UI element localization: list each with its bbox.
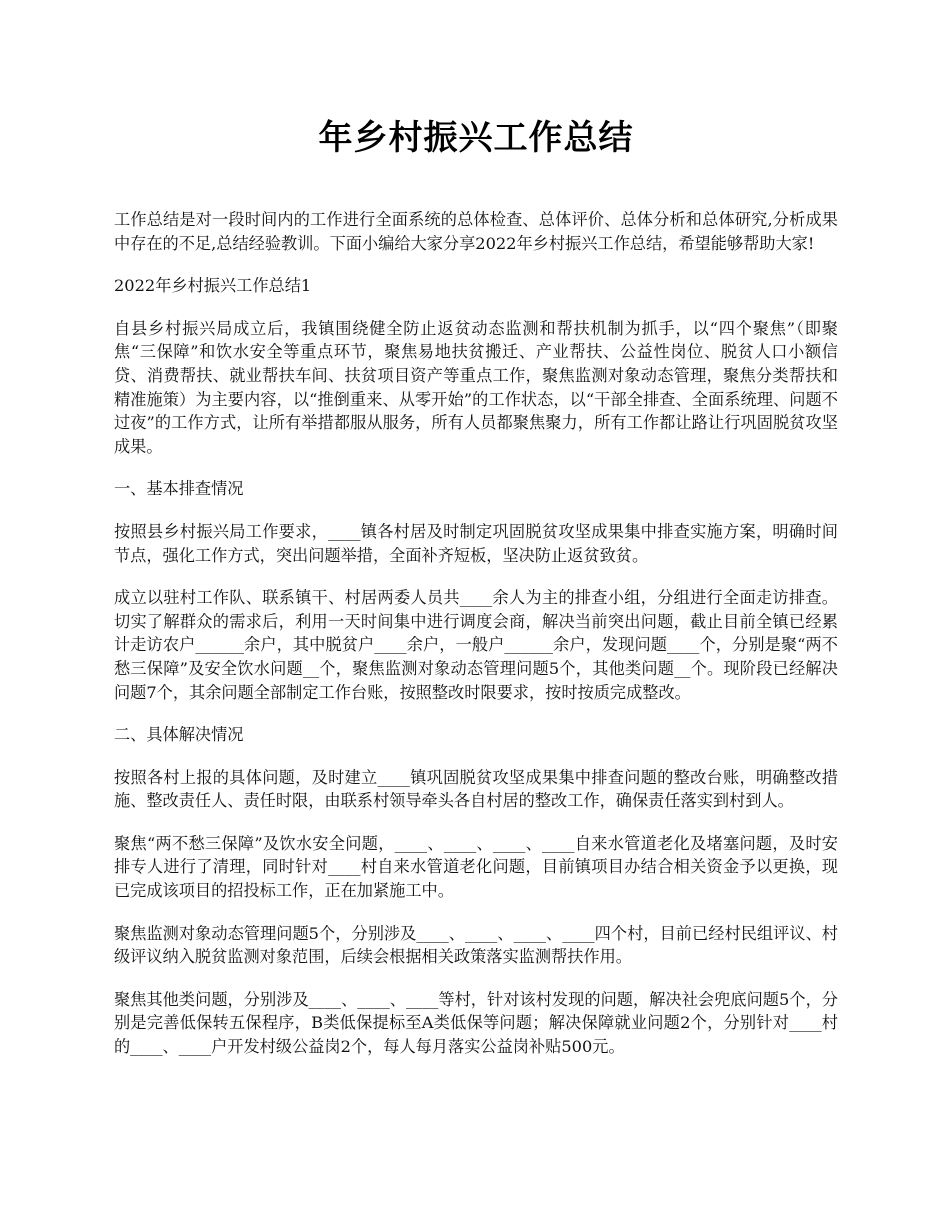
section-1-paragraph-1: 按照县乡村振兴局工作要求，____镇各村居及时制定巩固脱贫攻坚成果集中排查实施方案，明确时间节点，强化工作方式，突出问题举措，全面补齐短板，坚决防止返贫致贫。 <box>114 521 838 565</box>
intro-paragraph: 工作总结是对一段时间内的工作进行全面系统的总体检查、总体评价、总体分析和总体研究,分析成果中存在的不足,总结经验教训。下面小编给大家分享2022年乡村振兴工作总结，希望能够帮助大家! <box>114 210 838 253</box>
section-2-paragraph-4: 聚焦其他类问题，分别涉及____、____、____等村，针对该村发现的问题，解决社会兜底问题5个，分别是完善低保转五保程序，B类低保提标至A类低保等问题；解决保障就业问题2个，分别针对____村的____、____户开发村级公益岗2个，每人每月落实公益岗补贴500元。 <box>114 989 838 1057</box>
section-2-heading: 二、具体解决情况 <box>114 725 244 745</box>
overview-paragraph: 自县乡村振兴局成立后，我镇围绕健全防止返贫动态监测和帮扶机制为抓手，以“四个聚焦”（即聚焦“三保障”和饮水安全等重点环节，聚焦易地扶贫搬迁、产业帮扶、公益性岗位、脱贫人口小额信贷、消费帮扶、就业帮扶车间、扶贫项目资产等重点工作，聚焦监测对象动态管理，聚焦分类帮扶和精准施策）为主要内容，以“推倒重来、从零开始”的工作状态，以“干部全排查、全面系统理、问题不过夜”的工作方式，让所有举措都服从服务，所有人员都聚焦聚力，所有工作都让路让行巩固脱贫攻坚成果。 <box>114 318 838 456</box>
document-title: 年乡村振兴工作总结 <box>318 118 634 158</box>
section-1-heading: 一、基本排查情况 <box>114 479 244 499</box>
section-2-paragraph-2: 聚焦“两不愁三保障”及饮水安全问题，____、____、____、____自来水管道老化及堵塞问题，及时安排专人进行了清理，同时针对____村自来水管道老化问题，目前镇项目办结合相关资金予以更换，现已完成该项目的招投标工作，正在加紧施工中。 <box>114 833 838 901</box>
section-2-paragraph-3: 聚焦监测对象动态管理问题5个，分别涉及____、____、____、____四个村，目前已经村民组评议、村级评议纳入脱贫监测对象范围，后续会根据相关政策落实监测帮扶作用。 <box>114 923 838 967</box>
section-2-paragraph-1: 按照各村上报的具体问题，及时建立____镇巩固脱贫攻坚成果集中排查问题的整改台账，明确整改措施、整改责任人、责任时限，由联系村领导牵头各自村居的整改工作，确保责任落实到村到人。 <box>114 767 838 811</box>
section-1-paragraph-2: 成立以驻村工作队、联系镇干、村居两委人员共____余人为主的排查小组，分组进行全面走访排查。切实了解群众的需求后，利用一天时间集中进行调度会商，解决当前突出问题，截止目前全镇已经累计走访农户______余户，其中脱贫户____余户，一般户______余户，发现问题____个，分别是聚“两不愁三保障”及安全饮水问题__个，聚焦监测对象动态管理问题5个，其他类问题__个。现阶段已经解决问题7个，其余问题全部制定工作台账，按照整改时限要求，按时按质完成整改。 <box>114 588 838 702</box>
summary-subtitle: 2022年乡村振兴工作总结1 <box>114 276 312 296</box>
